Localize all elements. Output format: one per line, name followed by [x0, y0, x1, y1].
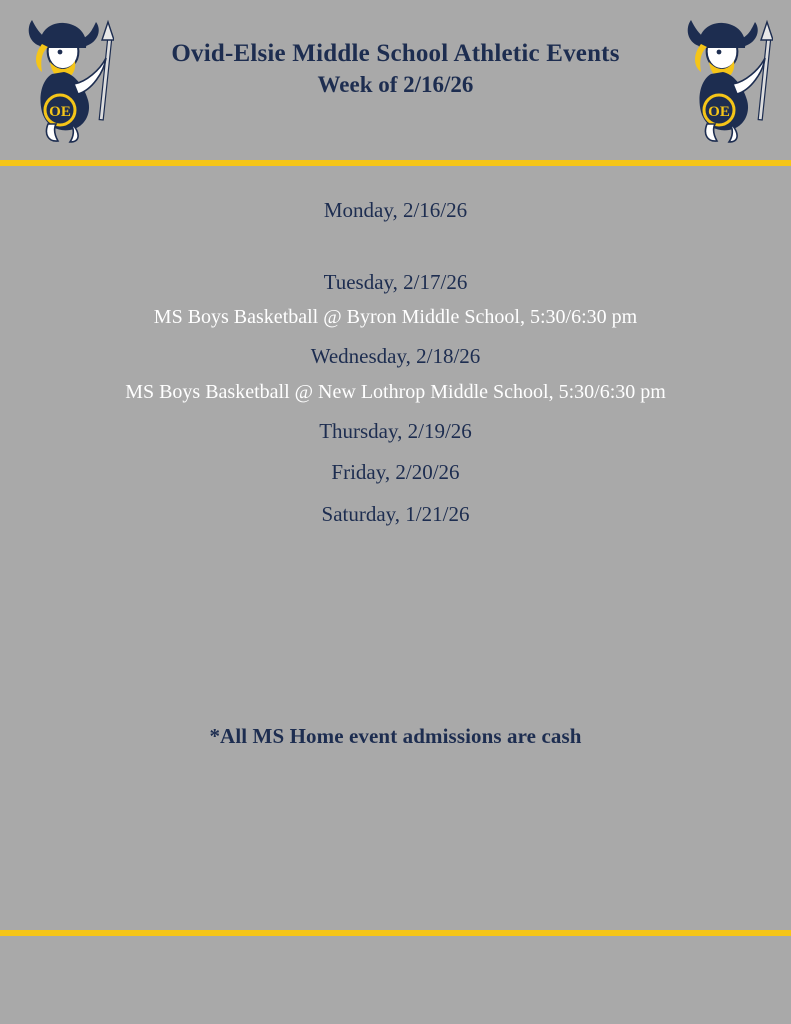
- event-item: MS Boys Basketball @ New Lothrop Middle School, 5:30/6:30 pm: [125, 380, 666, 403]
- day-heading: Thursday, 2/19/26: [319, 418, 472, 443]
- admissions-note: *All MS Home event admissions are cash: [209, 723, 582, 748]
- day-heading: Tuesday, 2/17/26: [323, 269, 468, 294]
- schedule-day-group: [0, 450, 791, 492]
- day-spacer: [0, 230, 791, 260]
- schedule-day-group: [0, 409, 791, 451]
- page-title: Ovid-Elsie Middle School Athletic Events: [171, 40, 620, 67]
- schedule-day-group: [0, 260, 791, 335]
- schedule-list: [0, 166, 791, 749]
- svg-text:OE: OE: [49, 104, 71, 120]
- day-heading: Monday, 2/16/26: [323, 198, 468, 222]
- day-heading: Wednesday, 2/18/26: [310, 344, 481, 369]
- divider-bottom-wrap: [0, 930, 791, 936]
- ovid-elsie-marauder-logo-left: [18, 14, 114, 144]
- day-heading: Saturday, 1/21/26: [321, 501, 470, 526]
- event-item: MS Boys Basketball @ Byron Middle School, 5:30/6:30 pm: [153, 306, 638, 329]
- page-subtitle: Week of 2/16/26: [317, 72, 474, 98]
- schedule-day-group: [0, 334, 791, 409]
- flyer-title-block: [171, 0, 619, 100]
- schedule-day-group: [0, 188, 791, 260]
- divider-bottom: [0, 930, 791, 936]
- flyer-header: [0, 0, 791, 160]
- ovid-elsie-marauder-logo-right: [677, 14, 773, 144]
- day-heading: Friday, 2/20/26: [331, 460, 460, 485]
- svg-text:OE: OE: [708, 104, 730, 120]
- schedule-day-group: [0, 492, 791, 534]
